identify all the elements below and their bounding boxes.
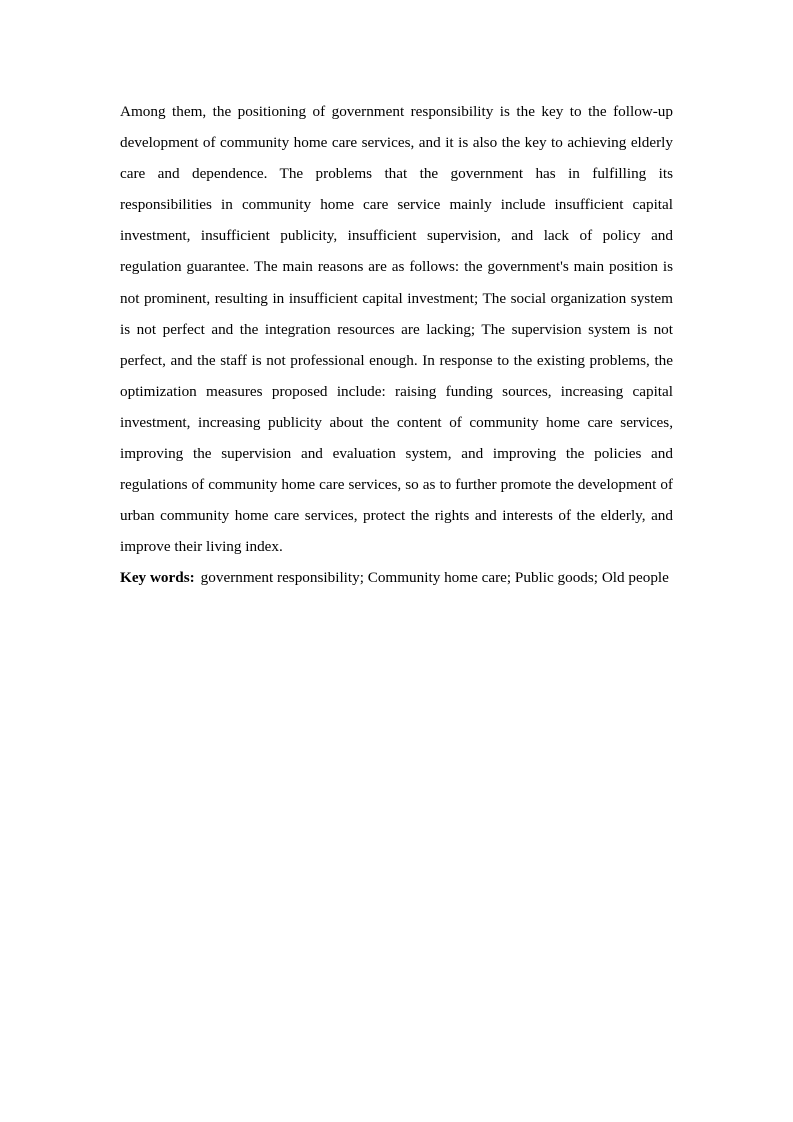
keywords-label: Key words: (120, 569, 195, 587)
abstract-section (120, 96, 673, 594)
abstract-body: Among them, the positioning of government responsibility is the key to the follow-up development of community home care services, and it is also the key to achieving elderly care and dependence. The problems that the government has in fulfilling its responsibilities in community home care service mainly include insufficient capital investment, insufficient publicity, insufficient supervision, and lack of policy and regulation guarantee. The main reasons are as follows: the government's main position is not prominent, resulting in insufficient capital investment; The social organization system is not perfect and the integration resources are lacking; The supervision system is not perfect, and the staff is not professional enough. In response to the existing problems, the optimization measures proposed include: raising funding sources, increasing capital investment, increasing publicity about the content of community home care services, improving the supervision and evaluation system, and improving the policies and regulations of community home care services, so as to further promote the development of urban community home care services, protect the rights and interests of the elderly, and improve their living index. (120, 103, 673, 556)
keywords-line (120, 562, 673, 593)
keywords-text: government responsibility; Community home care; Public goods; Old people (200, 569, 669, 587)
